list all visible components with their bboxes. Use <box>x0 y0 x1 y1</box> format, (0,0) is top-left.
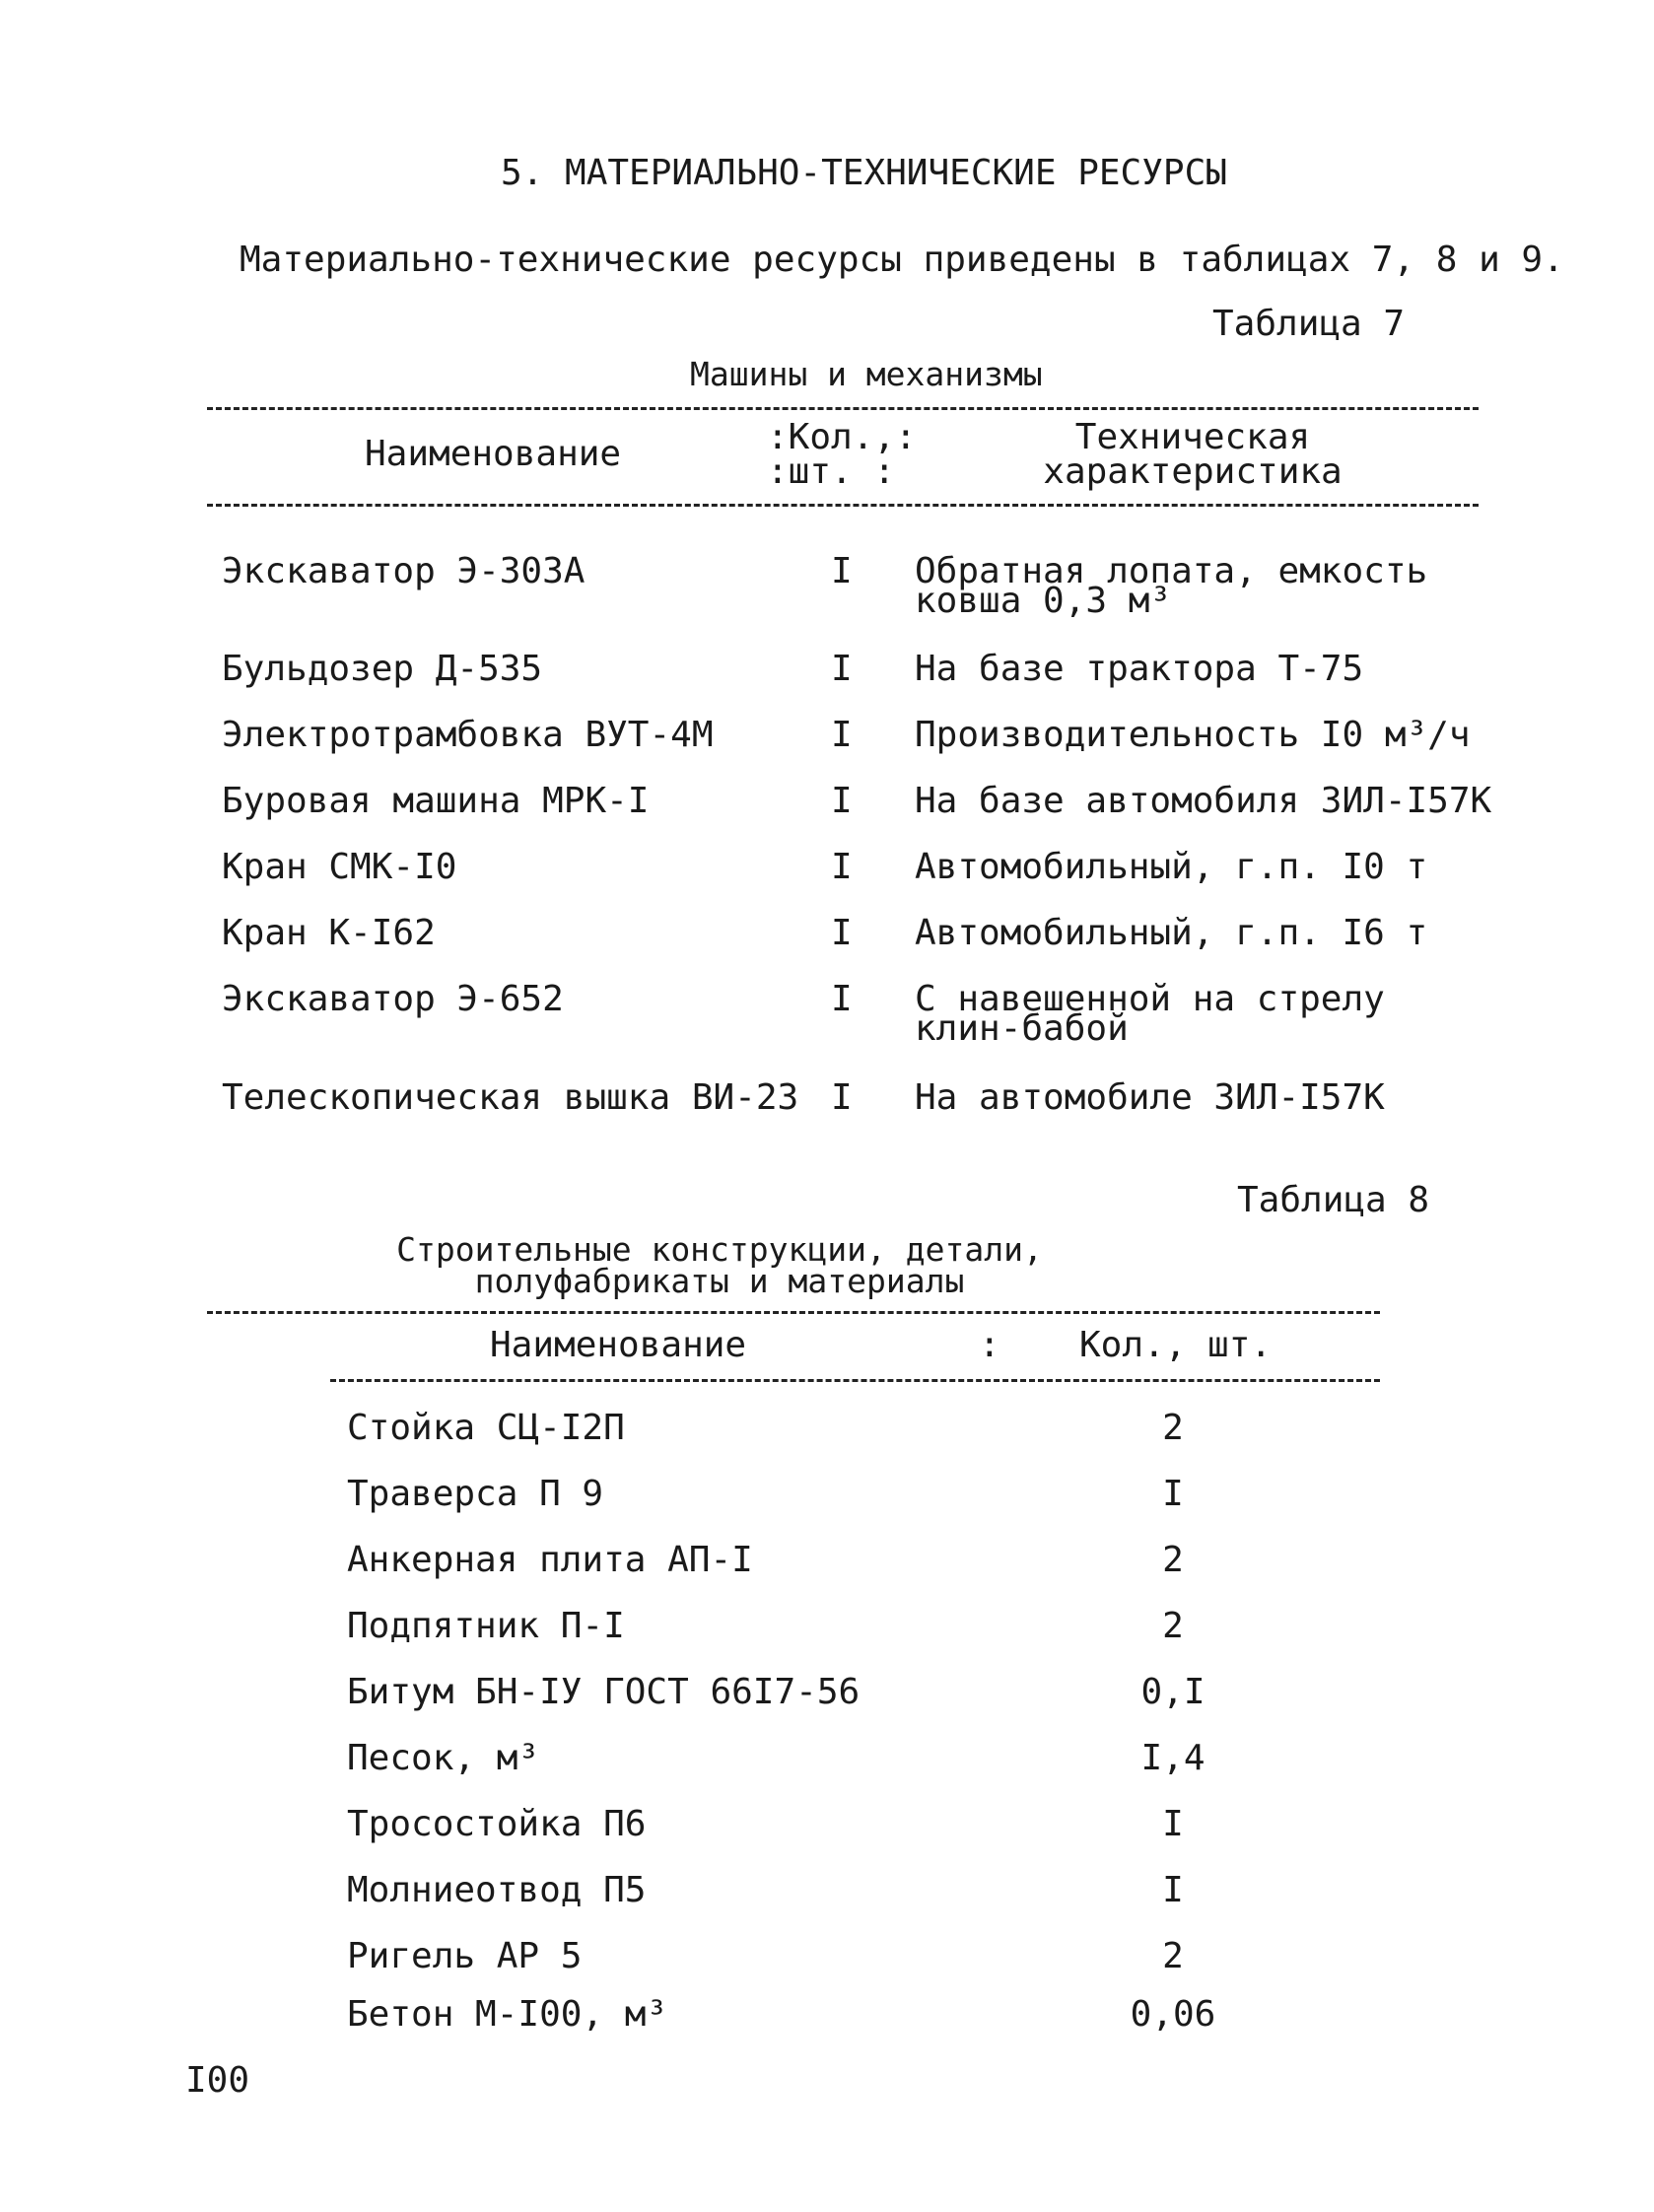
table7-header-qty-line1: :Кол.,: <box>767 417 917 457</box>
table8-row-qty: I,4 <box>1140 1738 1206 1778</box>
table7-top-rule <box>207 407 1479 410</box>
table8-row-qty: I <box>1162 1870 1184 1910</box>
table7-row-name: Телескопическая вышка ВИ-23 <box>222 1077 799 1118</box>
table8-row-qty: 2 <box>1162 1606 1184 1646</box>
table7-row-qty: I <box>831 979 853 1019</box>
table8-header-separator: : <box>979 1325 1000 1365</box>
table7-caption: Машины и механизмы <box>690 355 1043 393</box>
intro-text: Материально-технические ресурсы приведены в таблицах 7, 8 и 9. <box>240 240 1564 280</box>
table8-row-name: Молниеотвод П5 <box>347 1870 647 1910</box>
table7-header-rule <box>207 504 1479 507</box>
table7-row-qty: I <box>831 551 853 591</box>
table8-row-qty: 0,I <box>1140 1672 1206 1712</box>
table8-row-name: Бетон М-I00, м³ <box>347 1994 668 2035</box>
table8-row-name: Стойка СЦ-I2П <box>347 1408 625 1448</box>
table8-row-name: Тросостойка П6 <box>347 1804 647 1844</box>
table8-row-qty: I <box>1162 1474 1184 1514</box>
table8-row-name: Песок, м³ <box>347 1738 540 1778</box>
table8-label: Таблица 8 <box>1237 1180 1430 1220</box>
table7-row-spec-line: На автомобиле ЗИЛ-I57К <box>915 1077 1385 1118</box>
table8-row-name: Траверса П 9 <box>347 1474 604 1514</box>
table8-header-qty: Кол., шт. <box>1079 1325 1273 1365</box>
table7-row-spec <box>915 551 1428 621</box>
table7-row-spec-line: Автомобильный, г.п. I0 т <box>915 847 1428 887</box>
table7-row-spec-line: ковша 0,3 м³ <box>915 581 1172 621</box>
table7-row-name: Буровая машина МРК-I <box>222 781 650 821</box>
table7-row-name: Кран СМК-I0 <box>222 847 457 887</box>
table7-row-name: Электротрамбовка ВУТ-4М <box>222 715 714 755</box>
table8-caption-line2: полуфабрикаты и материалы <box>474 1262 965 1300</box>
table8-row-name: Ригель АР 5 <box>347 1936 583 1976</box>
table7-row-spec-line: На базе автомобиля ЗИЛ-I57К <box>915 781 1492 821</box>
table8-row-qty: I <box>1162 1804 1184 1844</box>
table7-row-name: Экскаватор Э-303А <box>222 551 586 591</box>
table7-row-spec-line: Автомобильный, г.п. I6 т <box>915 913 1428 953</box>
table7-row-spec-line: Обратная лопата, емкость <box>915 551 1428 591</box>
table7-header-spec-line2: характеристика <box>1043 451 1343 492</box>
table7-row-qty: I <box>831 781 853 821</box>
table7-label: Таблица 7 <box>1212 304 1406 344</box>
table7-row-qty: I <box>831 715 853 755</box>
table7-row-spec-line: С навешенной на стрелу <box>915 979 1385 1019</box>
table8-row-name: Битум БН-IУ ГОСТ 66I7-56 <box>347 1672 861 1712</box>
table7-row-qty: I <box>831 913 853 953</box>
table7-row-spec-line: На базе трактора Т-75 <box>915 649 1364 689</box>
table7-row-name: Экскаватор Э-652 <box>222 979 564 1019</box>
page-number: I00 <box>185 2060 250 2101</box>
table7-row-qty: I <box>831 649 853 689</box>
table7-header-qty-line2: :шт. : <box>767 451 896 492</box>
table7-header-name: Наименование <box>365 434 622 474</box>
table8-row-name: Анкерная плита АП-I <box>347 1540 753 1580</box>
table7-row-spec <box>915 979 1385 1049</box>
table7-row-name: Кран К-I62 <box>222 913 436 953</box>
table8-row-name: Подпятник П-I <box>347 1606 625 1646</box>
table7-row-qty: I <box>831 1077 853 1118</box>
table8-row-qty: 2 <box>1162 1408 1184 1448</box>
table7-row-qty: I <box>831 847 853 887</box>
table7-row-name: Бульдозер Д-535 <box>222 649 543 689</box>
table7-header-spec-line1: Техническая <box>1074 417 1311 457</box>
section-title: 5. МАТЕРИАЛЬНО-ТЕХНИЧЕСКИЕ РЕСУРСЫ <box>501 153 1227 193</box>
table8-top-rule <box>207 1311 1380 1314</box>
table8-header-rule <box>330 1379 1380 1382</box>
table8-row-qty: 2 <box>1162 1540 1184 1580</box>
table8-caption-line1: Строительные конструкции, детали, <box>396 1230 1043 1269</box>
table7-row-spec-line: клин-бабой <box>915 1008 1129 1049</box>
table8-header-name: Наименование <box>490 1325 747 1365</box>
table8-row-qty: 0,06 <box>1130 1994 1216 2035</box>
table8-row-qty: 2 <box>1162 1936 1184 1976</box>
table7-row-spec-line: Производительность I0 м³/ч <box>915 715 1471 755</box>
